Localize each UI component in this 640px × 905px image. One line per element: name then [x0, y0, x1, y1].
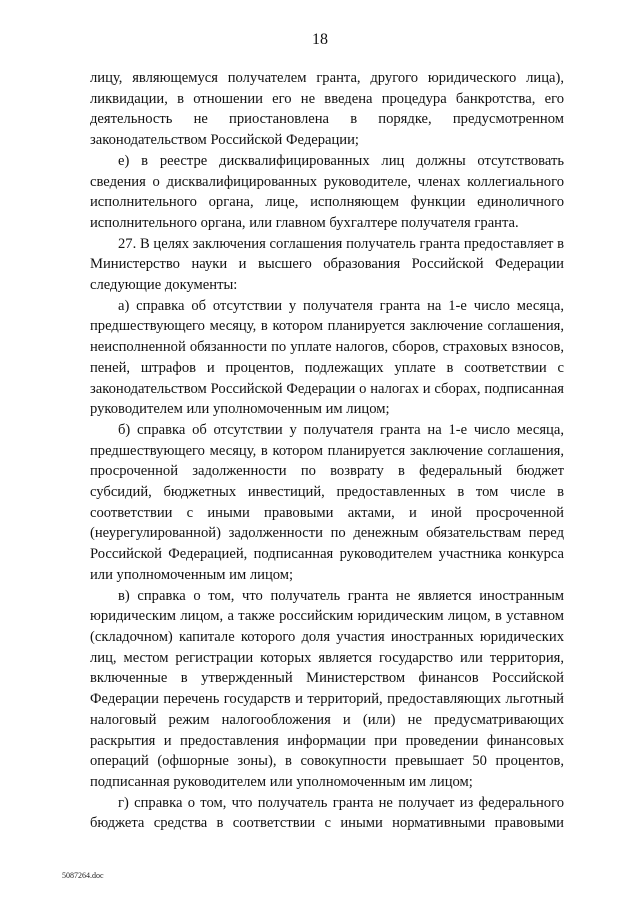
paragraph-item-b: б) справка об отсутствии у получателя гранта на 1-е число месяца, предшествующего месяцу, в котором планируется заключение соглашения, просроченной задолженности по возврату в федеральный бюджет субсидий, бюджетных инвестиций, предоставленных в том числе в соответствии с иными правовыми актами, и иной просроченной (неурегулированной) задолженности по денежным обязательствам перед Российской Федерацией, подписанная руководителем участника конкурса или уполномоченным им лицом;: [90, 421, 564, 583]
paragraph-item-e: е) в реестре дисквалифицированных лиц должны отсутствовать сведения о дисквалифицированных руководителе, членах коллегиального исполнительного органа, лице, исполняющем функции единоличного исполнительного органа, или главном бухгалтере получателя гранта.: [90, 152, 564, 231]
paragraph-continuation: лицу, являющемуся получателем гранта, другого юридического лица), ликвидации, в отношении его не введена процедура банкротства, его деятельность не приостановлена в порядке, предусмотренном законодательством Российской Федерации;: [90, 70, 564, 149]
page-number: 18: [312, 31, 328, 48]
paragraph-27: 27. В целях заключения соглашения получатель гранта предоставляет в Министерство науки и высшего образования Российской Федерации следующие документы:: [90, 235, 564, 294]
paragraph-item-v: в) справка о том, что получатель гранта не является иностранным юридическим лицом, а также российским юридическим лицом, в уставном (складочном) капитале которого доля участия иностранных юридических лиц, местом регистрации которых является государство или территория, включенные в утвержденный Министерством финансов Российской Федерации перечень государств и территорий, предоставляющих льготный налоговый режим налогообложения и (или) не предусматривающих раскрытия и предоставления информации при проведении финансовых операций (офшорные зоны), в совокупности превышает 50 процентов, подписанная руководителем или уполномоченным им лицом;: [90, 587, 564, 790]
paragraph-item-a: а) справка об отсутствии у получателя гранта на 1-е число месяца, предшествующего месяцу, в котором планируется заключение соглашения, неисполненной обязанности по уплате налогов, сборов, страховых взносов, пеней, штрафов и процентов, подлежащих уплате в соответствии с законодательством Российской Федерации о налогах и сборах, подписанная руководителем или уполномоченным им лицом;: [90, 297, 564, 418]
document-file-code: 5087264.doc: [62, 871, 104, 880]
document-body: [90, 68, 564, 834]
paragraph-item-g: г) справка о том, что получатель гранта не получает из федерального бюджета средства в соответствии с иными нормативными правовыми: [90, 794, 564, 832]
